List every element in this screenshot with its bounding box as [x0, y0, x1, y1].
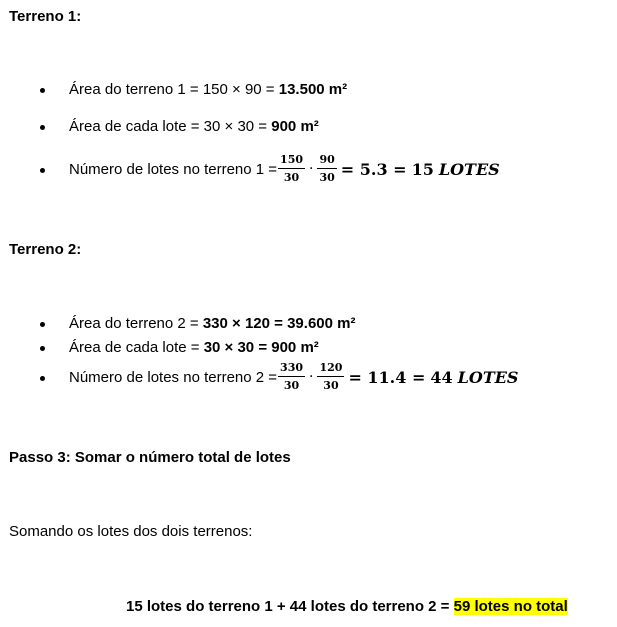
terreno2-eq-word: LOTES	[457, 367, 519, 387]
terreno1-frac2	[317, 153, 336, 185]
terreno1-eq-part1: = 5.3 =	[340, 159, 407, 179]
frac-numerator: 330	[278, 361, 305, 377]
terreno2-frac2	[317, 361, 344, 393]
terreno1-lote-line	[69, 118, 319, 135]
passo3-result-text: 15 lotes do terreno 1 + 44 lotes do terreno 2 =	[126, 598, 454, 615]
terreno1-area-label: Área do terreno 1 = 150 × 90 =	[69, 81, 279, 98]
frac-numerator: 90	[317, 153, 336, 169]
terreno1-eq-word: LOTES	[438, 159, 500, 179]
frac-denominator: 30	[283, 379, 300, 392]
terreno2-lote-label: Área de cada lote =	[69, 339, 204, 356]
terreno2-frac1	[278, 361, 305, 393]
terreno2-area-line	[69, 315, 355, 332]
frac-numerator: 150	[278, 153, 305, 169]
terreno1-lote-label: Área de cada lote = 30 × 30 =	[69, 118, 272, 135]
bullet-icon	[40, 88, 45, 93]
terreno2-num-label: Número de lotes no terreno 2 =	[69, 368, 278, 386]
terreno1-area-line	[69, 81, 347, 98]
passo3-result-line	[126, 598, 568, 615]
frac-denominator: 30	[323, 379, 339, 392]
frac-numerator: 120	[317, 361, 344, 377]
frac-denominator: 30	[283, 171, 300, 184]
terreno2-lote-value: 30 × 30 = 900 m²	[203, 339, 319, 356]
frac-denominator: 30	[319, 171, 335, 184]
terreno1-frac1	[278, 153, 305, 185]
bullet-icon	[40, 376, 45, 381]
terreno1-eq-num: 15	[411, 159, 434, 179]
terreno2-area-label: Área do terreno 2 =	[69, 315, 203, 332]
terreno2-num-line	[69, 359, 518, 395]
passo3-result-highlight: 59 lotes no total	[453, 598, 568, 615]
multiply-dot: ·	[309, 369, 314, 385]
bullet-icon	[40, 168, 45, 173]
terreno2-heading: Terreno 2:	[9, 241, 82, 258]
terreno1-heading: Terreno 1:	[9, 8, 82, 25]
terreno1-num-label: Número de lotes no terreno 1 =	[69, 160, 278, 178]
bullet-icon	[40, 322, 45, 327]
multiply-dot: ·	[309, 161, 314, 177]
terreno2-area-value: 330 × 120 = 39.600 m²	[202, 315, 356, 332]
terreno1-lote-value: 900 m²	[271, 118, 319, 135]
passo3-intro: Somando os lotes dos dois terrenos:	[9, 523, 253, 540]
bullet-icon	[40, 346, 45, 351]
terreno1-area-value: 13.500 m²	[278, 81, 348, 98]
terreno2-eq-num: 44	[430, 367, 453, 387]
terreno1-num-line	[69, 151, 500, 187]
terreno2-lote-line	[69, 339, 319, 356]
passo3-heading: Passo 3: Somar o número total de lotes	[9, 449, 291, 466]
terreno2-eq-part1: = 11.4 =	[348, 367, 426, 387]
bullet-icon	[40, 125, 45, 130]
